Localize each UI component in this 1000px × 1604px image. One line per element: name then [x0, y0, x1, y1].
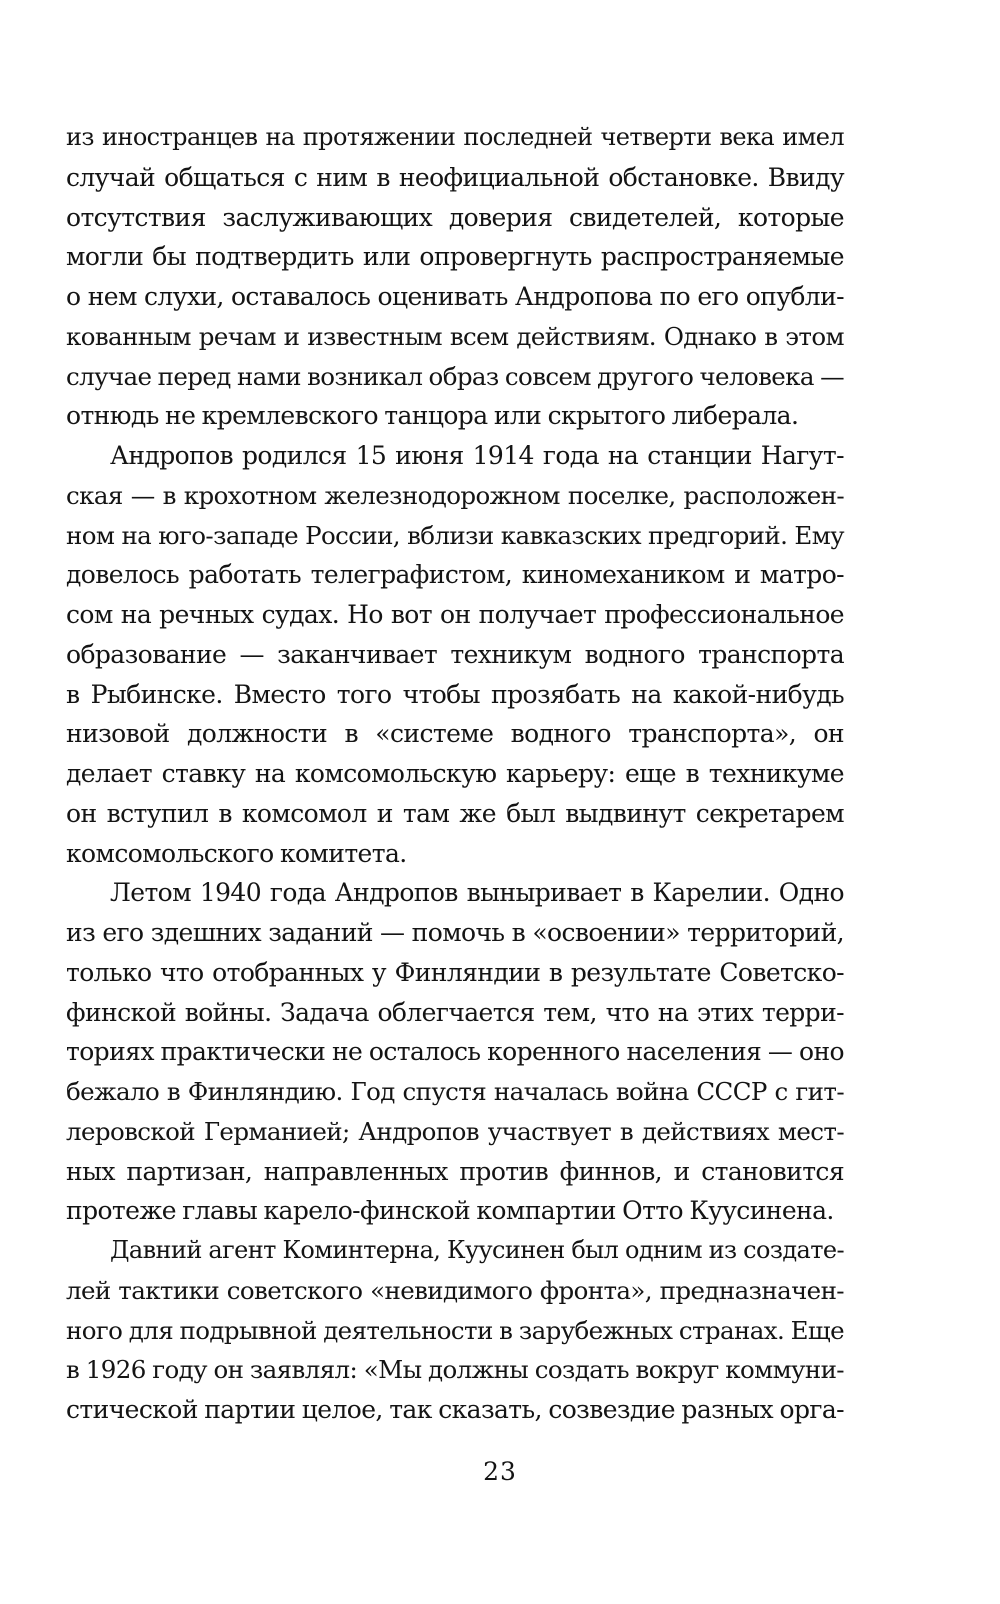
text-line: кованным речам и известным всем действиям. Однако в этом [66, 321, 844, 351]
paragraph-4 [66, 1231, 844, 1430]
text-line: финской войны. Задача облегчается тем, что на этих терри- [66, 997, 844, 1027]
text-line: образование — заканчивает техникум водного транспорта [66, 639, 844, 669]
text-line: Летом 1940 года Андропов выныривает в Карелии. Одно [110, 878, 844, 908]
text-line: леровской Германией; Андропов участвует в действиях мест- [66, 1116, 844, 1146]
paragraph-3 [66, 873, 844, 1231]
text-line: ных партизан, направленных против финнов, и становится [66, 1156, 844, 1186]
text-line: ном на юго-западе России, вблизи кавказских предгорий. Ему [66, 520, 844, 550]
paragraph-1 [66, 118, 844, 436]
text-line: отнюдь не кремлевского танцора или скрытого либерала. [66, 401, 799, 431]
text-line: в 1926 году он заявлял: «Мы должны создать вокруг коммуни- [66, 1355, 844, 1385]
text-line: ного для подрывной деятельности в зарубежных странах. Еще [66, 1315, 844, 1345]
text-line: только что отобранных у Финляндии в результате Советско- [66, 957, 844, 987]
text-line: случай общаться с ним в неофициальной обстановке. Ввиду [66, 162, 844, 192]
text-line: протеже главы карело-финской компартии Отто Куусинена. [66, 1196, 834, 1226]
text-line: бежало в Финляндию. Год спустя началась война СССР с гит- [66, 1077, 844, 1106]
body-text [66, 118, 844, 1430]
text-line: отсутствия заслуживающих доверия свидетелей, которые [66, 202, 844, 232]
paragraph-2 [66, 436, 844, 873]
text-line: ская — в крохотном железнодорожном поселке, расположен- [66, 480, 844, 510]
text-line: Андропов родился 15 июня 1914 года на станции Нагут- [110, 441, 844, 470]
text-line: сом на речных судах. Но вот он получает профессиональное [66, 600, 844, 629]
text-line: случае перед нами возникал образ совсем другого человека — [66, 361, 844, 391]
text-line: делает ставку на комсомольскую карьеру: еще в техникуме [66, 759, 844, 788]
text-line: низовой должности в «системе водного транспорта», он [66, 719, 844, 749]
text-line: о нем слухи, оставалось оценивать Андропова по его опубли- [66, 282, 844, 311]
text-line: ториях практически не осталось коренного населения — оно [66, 1037, 844, 1067]
text-line: стической партии целое, так сказать, созвездие разных орга- [66, 1395, 844, 1424]
text-line: он вступил в комсомол и там же был выдвинут секретарем [66, 798, 844, 828]
text-line: довелось работать телеграфистом, киномехаником и матро- [66, 560, 844, 590]
text-line: комсомольского комитета. [66, 838, 407, 868]
text-line: Давний агент Коминтерна, Куусинен был одним из создате- [110, 1236, 844, 1264]
text-line: в Рыбинске. Вместо того чтобы прозябать на какой-нибудь [66, 679, 844, 709]
text-line: могли бы подтвердить или опровергнуть распространяемые [66, 242, 844, 272]
text-line: из иностранцев на протяжении последней четверти века имел [66, 123, 844, 151]
page-number: 23 [483, 1457, 517, 1486]
text-line: лей тактики советского «невидимого фронта», предназначен- [66, 1275, 844, 1305]
text-line: из его здешних заданий — помочь в «освоении» территорий, [66, 918, 844, 947]
